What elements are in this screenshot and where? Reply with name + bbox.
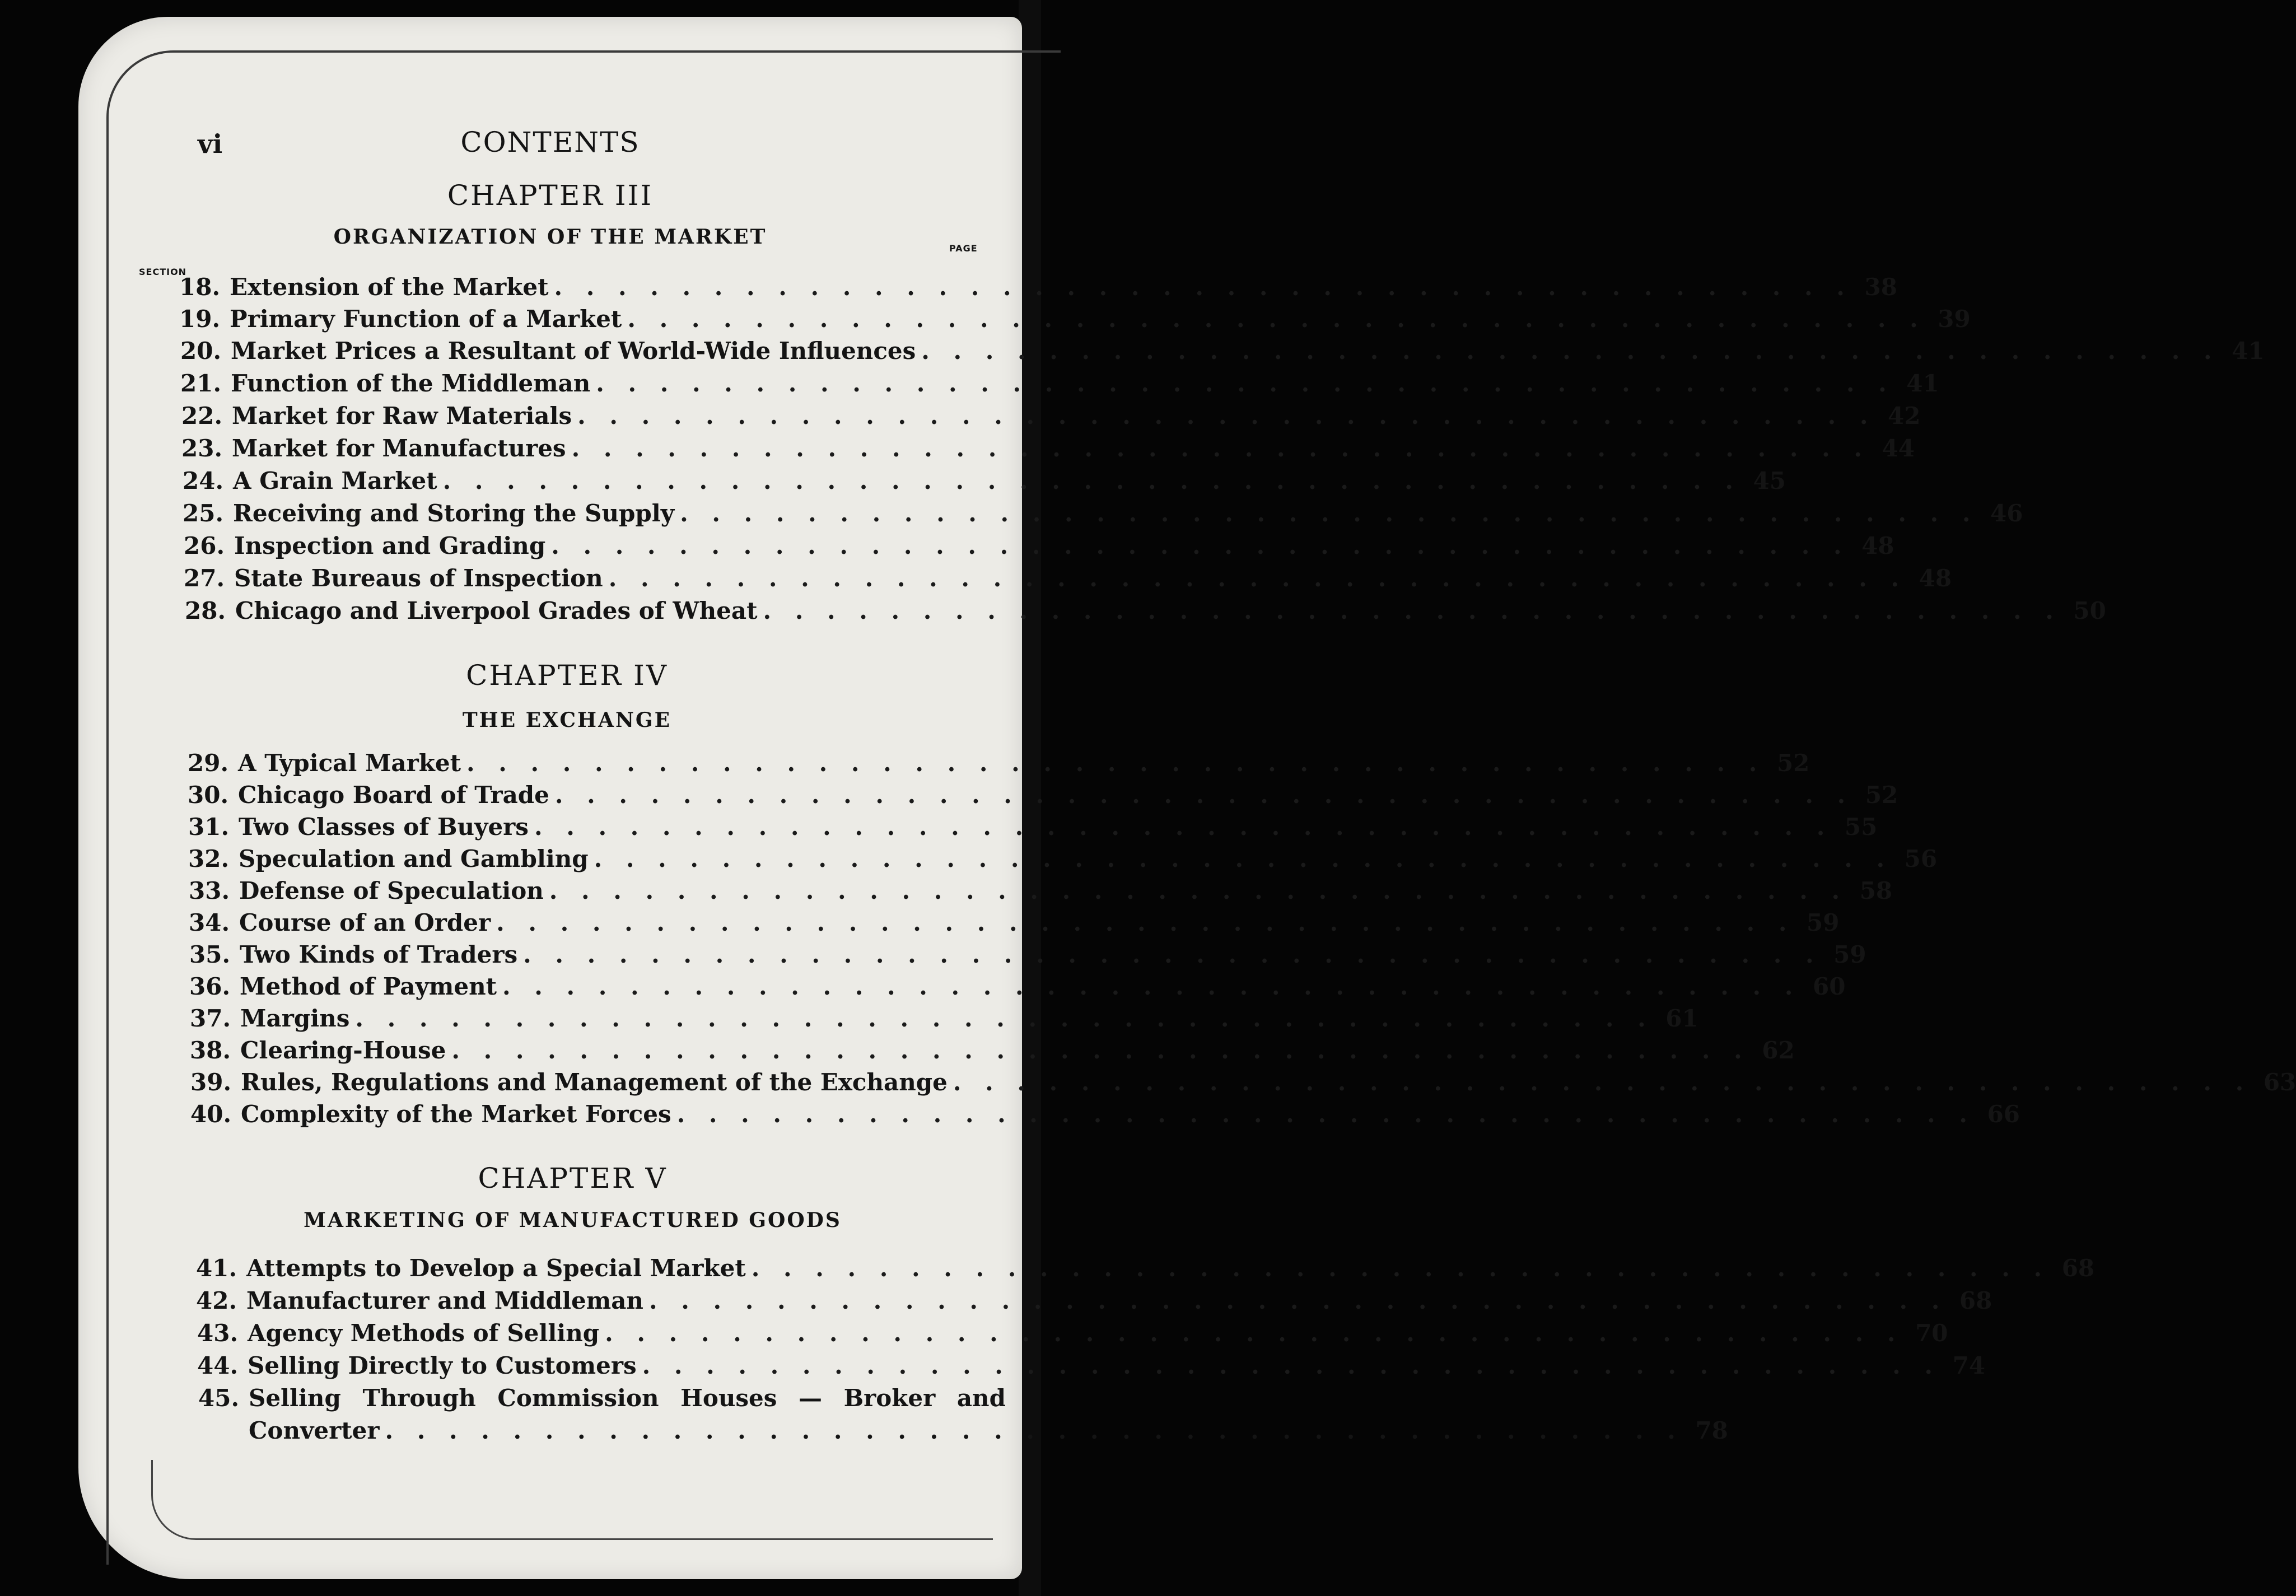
page-ref: 42 [1888, 402, 1921, 430]
page-ref: 78 [1695, 1417, 1728, 1444]
toc-entry-19 [179, 305, 1971, 337]
page-ref: 45 [1753, 467, 1786, 494]
entry-title: Market for Manufactures [232, 435, 566, 462]
section-number: 27. [184, 564, 225, 592]
page-ref: 70 [1915, 1319, 1948, 1347]
toc-entry-28 [185, 597, 2106, 628]
dot-leader: . . . . . . . . . . . . . . . . . . . . . . . . . . . . . . . . . . . . . . . . . [355, 1005, 1654, 1032]
section-number: 34. [189, 909, 230, 936]
section-number: 42. [196, 1287, 237, 1314]
entry-title: Extension of the Market [230, 273, 549, 301]
page-ref: 39 [1938, 305, 1971, 333]
section-number: 29. [188, 749, 229, 777]
section-number: 24. [183, 467, 224, 494]
entry-title: Selling Directly to Customers [248, 1352, 637, 1379]
section-number: 28. [185, 597, 226, 624]
toc-entry-25 [183, 500, 2023, 531]
page-ref: 59 [1833, 941, 1866, 968]
dot-leader: . . . . . . . . . . . . . . . . . . . . . . . . . . . . . . . . . . . . . . . . . [953, 1068, 2252, 1096]
entry-title: Clearing-House [240, 1037, 446, 1064]
toc-entry-37 [190, 1005, 1698, 1036]
entry-title: Attempts to Develop a Special Market [246, 1254, 746, 1282]
entry-title: Two Classes of Buyers [239, 813, 529, 841]
dot-leader: . . . . . . . . . . . . . . . . . . . . . . . . . . . . . . . . . . . . . . . . . [502, 973, 1801, 1000]
entry-title: Course of an Order [239, 909, 491, 936]
running-head: CONTENTS [460, 126, 640, 158]
entry-title: Market Prices a Resultant of World-Wide Influences [231, 337, 916, 365]
toc-entry-36 [189, 973, 1846, 1004]
section-number: 18. [179, 273, 221, 301]
dot-leader: . . . . . . . . . . . . . . . . . . . . . . . . . . . . . . . . . . . . . . . . . [385, 1417, 1683, 1444]
dot-leader: . . . . . . . . . . . . . . . . . . . . . . . . . . . . . . . . . . . . . . . . . [921, 337, 2220, 365]
dot-leader: . . . . . . . . . . . . . . . . . . . . . . . . . . . . . . . . . . . . . . . . . [642, 1352, 1941, 1379]
entry-title: Market for Raw Materials [232, 402, 572, 430]
dot-leader: . . . . . . . . . . . . . . . . . . . . . . . . . . . . . . . . . . . . . . . . . [680, 500, 1978, 527]
page-ref: 74 [1952, 1352, 1986, 1379]
dot-leader: . . . . . . . . . . . . . . . . . . . . . . . . . . . . . . . . . . . . . . . . . [751, 1254, 2050, 1282]
toc-entry-27 [184, 564, 1952, 596]
section-number: 44. [197, 1352, 239, 1379]
page-ref: 62 [1762, 1037, 1795, 1064]
entry-title-continuation: Converter [249, 1417, 380, 1444]
dot-leader: . . . . . . . . . . . . . . . . . . . . . . . . . . . . . . . . . . . . . . . . . [442, 467, 1741, 494]
page-ref: 44 [1882, 435, 1915, 462]
entry-title: Chicago Board of Trade [238, 781, 549, 809]
page-ref: 66 [1987, 1100, 2020, 1128]
toc-entry-20 [180, 337, 2265, 368]
entry-title: Manufacturer and Middleman [246, 1287, 643, 1314]
section-number: 30. [188, 781, 229, 809]
dot-leader: . . . . . . . . . . . . . . . . . . . . . . . . . . . . . . . . . . . . . . . . . [577, 402, 1876, 430]
dot-leader: . . . . . . . . . . . . . . . . . . . . . . . . . . . . . . . . . . . . . . . . . [676, 1100, 1976, 1128]
section-number: 40. [190, 1100, 232, 1128]
chapter-4-subheading: THE EXCHANGE [462, 708, 672, 732]
entry-title: A Grain Market [233, 467, 437, 494]
toc-entry-45-continuation [249, 1417, 1728, 1448]
page-ref: 61 [1665, 1005, 1698, 1032]
dot-leader: . . . . . . . . . . . . . . . . . . . . . . . . . . . . . . . . . . . . . . . . . [596, 370, 1894, 397]
section-number: 43. [197, 1319, 239, 1347]
toc-entry-30 [188, 781, 1898, 813]
book-page [78, 17, 2296, 1579]
entry-title: Two Kinds of Traders [240, 941, 518, 968]
toc-entry-33 [189, 877, 1893, 908]
entry-title: Inspection and Grading [234, 532, 546, 559]
entry-title: Chicago and Liverpool Grades of Wheat [235, 597, 758, 624]
page-ref: 58 [1859, 877, 1893, 904]
chapter-3-heading: CHAPTER III [447, 179, 654, 212]
dot-leader: . . . . . . . . . . . . . . . . . . . . . . . . . . . . . . . . . . . . . . . . . [496, 909, 1795, 936]
toc-entry-23 [181, 435, 1915, 466]
dot-leader: . . . . . . . . . . . . . . . . . . . . . . . . . . . . . . . . . . . . . . . . . [763, 597, 2061, 624]
entry-title: Rules, Regulations and Management of the Exchange [241, 1068, 948, 1096]
dot-leader: . . . . . . . . . . . . . . . . . . . . . . . . . . . . . . . . . . . . . . . . . [627, 305, 1926, 333]
dot-leader: . . . . . . . . . . . . . . . . . . . . . . . . . . . . . . . . . . . . . . . . . [648, 1287, 1948, 1314]
section-number: 38. [190, 1037, 231, 1064]
chapter-4-heading: CHAPTER IV [466, 659, 668, 692]
entry-title: Speculation and Gambling [239, 845, 589, 872]
section-number: 19. [179, 305, 221, 333]
toc-entry-39 [190, 1068, 2296, 1100]
toc-entry-40 [190, 1100, 2020, 1132]
toc-entry-31 [188, 813, 1878, 844]
dot-leader: . . . . . . . . . . . . . . . . . . . . . . . . . . . . . . . . . . . . . . . . . [571, 435, 1870, 462]
toc-entry-35 [189, 941, 1866, 972]
toc-entry-18 [179, 273, 1897, 305]
entry-title: Margins [240, 1005, 350, 1032]
section-number: 26. [184, 532, 225, 559]
toc-entry-32 [188, 845, 1938, 876]
page-ref: 38 [1864, 273, 1897, 301]
toc-entry-38 [190, 1037, 1795, 1068]
page-ref: 55 [1844, 813, 1878, 841]
toc-entry-34 [189, 909, 1840, 940]
toc-entry-42 [196, 1287, 1992, 1318]
toc-entry-21 [180, 370, 1939, 401]
dot-leader: . . . . . . . . . . . . . . . . . . . . . . . . . . . . . . . . . . . . . . . . . [466, 749, 1765, 777]
toc-entry-44 [197, 1352, 1986, 1383]
chapter-5-subheading: MARKETING OF MANUFACTURED GOODS [304, 1208, 842, 1232]
entry-title: Primary Function of a Market [230, 305, 622, 333]
page-ref: 48 [1861, 532, 1894, 559]
dot-leader: . . . . . . . . . . . . . . . . . . . . . . . . . . . . . . . . . . . . . . . . . [605, 1319, 1903, 1347]
page-ref: 50 [2073, 597, 2106, 624]
entry-title: Receiving and Storing the Supply [233, 500, 675, 527]
section-number: 37. [190, 1005, 231, 1032]
section-column-label: SECTION [139, 267, 187, 277]
entry-title: A Typical Market [238, 749, 461, 777]
dot-leader: . . . . . . . . . . . . . . . . . . . . . . . . . . . . . . . . . . . . . . . . . [594, 845, 1893, 872]
dot-leader: . . . . . . . . . . . . . . . . . . . . . . . . . . . . . . . . . . . . . . . . . [554, 781, 1854, 809]
page-ref: 63 [2263, 1068, 2296, 1096]
page-column-label: PAGE [949, 243, 978, 254]
section-number: 22. [181, 402, 223, 430]
page-ref: 41 [2232, 337, 2265, 365]
section-number: 35. [189, 941, 231, 968]
dot-leader: . . . . . . . . . . . . . . . . . . . . . . . . . . . . . . . . . . . . . . . . . [551, 532, 1850, 559]
page-ref: 56 [1904, 845, 1938, 872]
section-number: 20. [180, 337, 222, 365]
toc-entry-43 [197, 1319, 1948, 1351]
section-number: 25. [183, 500, 224, 527]
section-number: 36. [189, 973, 231, 1000]
entry-title: Complexity of the Market Forces [241, 1100, 671, 1128]
page-ref: 68 [2061, 1254, 2095, 1282]
page-ref: 46 [1990, 500, 2023, 527]
entry-title: Method of Payment [240, 973, 497, 1000]
entry-title: State Bureaus of Inspection [234, 564, 603, 592]
chapter-3-subheading: ORGANIZATION OF THE MARKET [333, 225, 767, 249]
contents-page [78, 17, 2296, 1579]
toc-entry-26 [184, 532, 1894, 563]
dot-leader: . . . . . . . . . . . . . . . . . . . . . . . . . . . . . . . . . . . . . . . . . [549, 877, 1848, 904]
toc-entry-41 [196, 1254, 2095, 1286]
section-number: 39. [190, 1068, 232, 1096]
section-number: 21. [180, 370, 222, 397]
page-ref: 41 [1906, 370, 1939, 397]
entry-title: Defense of Speculation [239, 877, 544, 904]
page-ref: 68 [1959, 1287, 1992, 1314]
dot-leader: . . . . . . . . . . . . . . . . . . . . . . . . . . . . . . . . . . . . . . . . . [534, 813, 1833, 841]
toc-entry-22 [181, 402, 1921, 433]
page-ref: 59 [1807, 909, 1840, 936]
chapter-5-heading: CHAPTER V [478, 1162, 668, 1194]
page-ref: 52 [1865, 781, 1898, 809]
entry-title: Agency Methods of Selling [248, 1319, 600, 1347]
section-number: 31. [188, 813, 230, 841]
dot-leader: . . . . . . . . . . . . . . . . . . . . . . . . . . . . . . . . . . . . . . . . . [608, 564, 1907, 592]
dot-leader: . . . . . . . . . . . . . . . . . . . . . . . . . . . . . . . . . . . . . . . . . [451, 1037, 1750, 1064]
section-number: 23. [181, 435, 223, 462]
section-number: 33. [189, 877, 230, 904]
page-ref: 48 [1919, 564, 1952, 592]
toc-entry-29 [188, 749, 1810, 781]
page-ref: 60 [1812, 973, 1846, 1000]
entry-title: Function of the Middleman [231, 370, 591, 397]
toc-entry-45 [198, 1384, 1016, 1416]
page-number: vi [198, 129, 223, 159]
toc-entry-24 [183, 467, 1786, 498]
section-number: 45. [198, 1384, 240, 1412]
section-number: 41. [196, 1254, 237, 1282]
section-number: 32. [188, 845, 230, 872]
dot-leader: . . . . . . . . . . . . . . . . . . . . . . . . . . . . . . . . . . . . . . . . . [523, 941, 1822, 968]
page-ref: 52 [1776, 749, 1810, 777]
dot-leader: . . . . . . . . . . . . . . . . . . . . . . . . . . . . . . . . . . . . . . . . . [554, 273, 1852, 301]
entry-title: Selling Through Commission Houses — Broker and [249, 1384, 1006, 1412]
